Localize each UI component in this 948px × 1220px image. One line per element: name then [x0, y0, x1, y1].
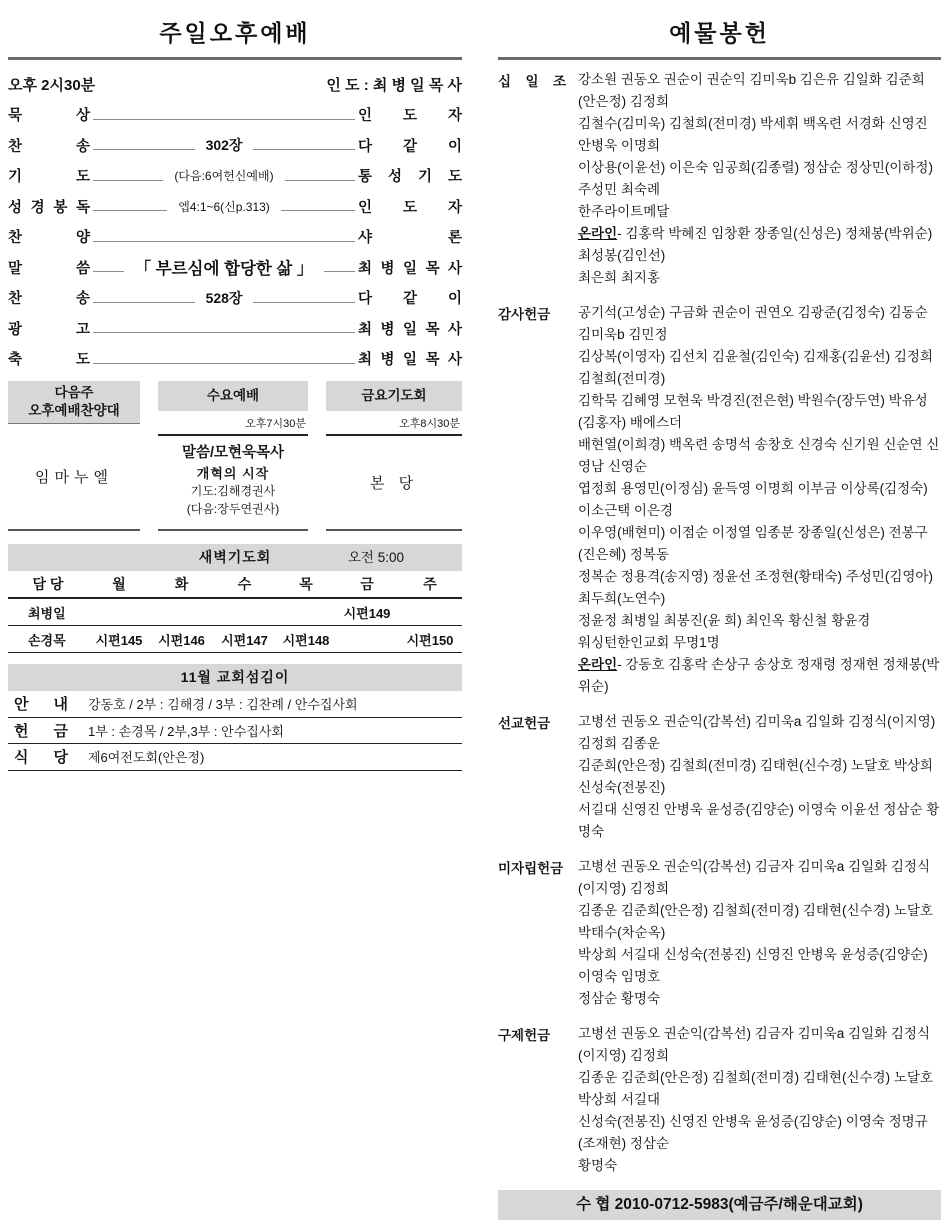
name-line: 김종운 김준희(안은정) 김철희(전미경) 김태현(신수경) 노달호 박상희 서길대 — [578, 1070, 933, 1107]
online-label: 온라인 — [578, 226, 618, 241]
name-lines — [578, 856, 941, 1010]
serving-people: 제6여전도회(안은정) — [88, 750, 205, 766]
name-line: 공기석(고성순) 구금화 권순이 권연오 김광준(김정숙) 김동순 김미욱b 김민정 — [578, 305, 928, 342]
name-line: 김준희(안은정) 김철희(전미경) 김태현(신수경) 노달호 박상희 신성숙(전봉진) — [578, 758, 933, 795]
leader-line — [93, 262, 124, 272]
item-person: 통 성 기 도 — [358, 169, 462, 186]
dawn-header-bar — [8, 544, 462, 571]
psalm-cell: 시편147 — [213, 626, 276, 653]
worship-order-panel — [8, 0, 462, 771]
wednesday-prayer: 기도:김해경권사 — [190, 484, 276, 498]
leader-line — [285, 171, 355, 181]
item-label: 광 고 — [8, 321, 90, 338]
friday-box-header: 금요기도회 — [326, 381, 462, 411]
item-label: 말 씀 — [8, 260, 90, 277]
service-item — [8, 161, 462, 192]
serving-row — [8, 718, 462, 745]
name-line: 정윤정 최병일 최봉진(윤 희) 최인옥 황신철 황윤경 — [578, 613, 871, 628]
offering-panel — [498, 0, 941, 1220]
dawn-table-header — [8, 571, 462, 599]
service-time: 오후 2시30분 — [8, 76, 96, 94]
friday-prayer-box — [326, 381, 462, 531]
item-detail: 엡4:1~6(신p.313) — [178, 199, 270, 214]
item-person: 인 도 자 — [358, 108, 462, 125]
dawn-table-row — [8, 626, 462, 653]
name-lines — [578, 711, 941, 843]
item-label: 성 경 봉 독 — [8, 199, 90, 216]
wednesday-box-header: 수요예배 — [158, 381, 308, 411]
leader-line — [253, 293, 355, 303]
section-label: 선교헌금 — [498, 716, 551, 731]
left-page-title: 주일오후예배 — [159, 21, 311, 46]
wednesday-sermon: 개혁의 시작 — [196, 466, 270, 481]
psalm-cell — [398, 599, 462, 626]
thanksgiving-section — [498, 302, 941, 698]
name-line: 황명숙 — [578, 1158, 618, 1173]
psalm-cell — [213, 599, 276, 626]
friday-location: 본 당 — [369, 475, 419, 492]
item-detail: (다음:6여헌신예배) — [174, 169, 274, 184]
name-line: 워싱턴한인교회 무명1명 — [578, 635, 720, 650]
section-label: 감사헌금 — [498, 307, 551, 322]
selfsupport-section — [498, 856, 941, 1010]
section-label: 미자립헌금 — [498, 861, 564, 876]
item-label: 찬 송 — [8, 291, 90, 308]
psalm-cell: 시편150 — [398, 626, 462, 653]
name-line: 신성숙(전봉진) 신영진 안병욱 윤성증(김양순) 이영숙 정명규(조재현) 정삼순 — [578, 1114, 928, 1151]
title-rule — [8, 57, 462, 60]
col-header: 화 — [150, 571, 213, 599]
name-line: 고병선 권동오 권순익(감복선) 김금자 김미욱a 김일화 김정식(이지영) 김정희 — [578, 1026, 930, 1063]
psalm-cell: 시편145 — [88, 626, 150, 653]
service-time-row — [8, 69, 462, 100]
item-label: 묵 상 — [8, 108, 90, 125]
serving-label: 안 내 — [14, 696, 68, 714]
name-line: 이우영(배현미) 이점순 이정열 임종분 장종일(신성은) 전봉구(진은혜) 정복동 — [578, 525, 928, 562]
item-person: 최 병 일 목 사 — [358, 352, 462, 369]
service-item — [8, 222, 462, 253]
tithe-section — [498, 69, 941, 289]
name-line: 정복순 정용격(송지영) 정윤선 조정현(황태숙) 주성민(김영아) 최두희(노연수) — [578, 569, 933, 606]
serving-people: 1부 : 손경목 / 2부,3부 : 안수집사회 — [88, 723, 284, 739]
wednesday-next: (다음:장두연권사) — [186, 501, 280, 516]
service-item — [8, 313, 462, 344]
serving-row — [8, 744, 462, 771]
item-detail: 528장 — [205, 289, 243, 306]
service-leader: 인 도 : 최 병 일 목 사 — [326, 76, 462, 94]
col-header: 목 — [276, 571, 336, 599]
psalm-cell — [336, 626, 398, 653]
name-line: 김철수(김미욱) 김철희(전미경) 박세휘 백옥련 서경화 신영진 안병욱 이명희 — [578, 116, 928, 153]
choir-box-header — [8, 381, 140, 424]
col-header: 월 — [88, 571, 150, 599]
service-item — [8, 283, 462, 314]
col-header: 금 — [336, 571, 398, 599]
order-of-worship — [8, 69, 462, 374]
item-label: 찬 송 — [8, 138, 90, 155]
dawn-time: 오전 5:00 — [347, 550, 404, 565]
sermon-title: 「 부르심에 합당한 삶 」 — [134, 260, 314, 279]
serving-label: 식 당 — [14, 749, 68, 767]
choir-header-line1: 다음주 — [54, 384, 94, 400]
offering-sections — [498, 69, 941, 1177]
name-line: 김학묵 김혜영 모현욱 박경진(전은현) 박원수(장두연) 박유성(김홍자) 배에스더 — [578, 393, 928, 430]
item-person: 다 같 이 — [358, 138, 463, 155]
service-item — [8, 130, 462, 161]
service-item — [8, 191, 462, 222]
item-person: 최 병 일 목 사 — [358, 260, 463, 277]
col-header: 주 — [398, 571, 462, 599]
right-page-title: 예물봉헌 — [669, 21, 770, 46]
leader-line — [93, 354, 355, 364]
name-line: 온라인- 강동호 김홍락 손상구 송상호 정재령 정재현 정채봉(박위순) — [578, 657, 940, 694]
section-label: 구제헌금 — [498, 1028, 551, 1043]
wednesday-details — [158, 436, 308, 529]
name-line: 온라인- 김홍락 박혜진 임창환 장종일(신성은) 정채봉(박위순) 최성봉(김인선) — [578, 226, 933, 263]
col-header: 수 — [213, 571, 276, 599]
choir-header-line2: 오후예배찬양대 — [28, 403, 120, 418]
name-line: 이상용(이윤선) 이은숙 임공희(김종렬) 정삼순 정상민(이하정) 주성민 최숙례 — [578, 160, 933, 197]
name-line: 최은희 최지홍 — [578, 270, 660, 285]
online-label: 온라인 — [578, 657, 618, 672]
name-line: 김종운 김준희(안은정) 김철희(전미경) 김태현(신수경) 노달호 박태수(차순옥) — [578, 903, 933, 940]
psalm-cell: 시편148 — [276, 626, 336, 653]
next-week-choir-box — [8, 381, 140, 531]
wednesday-time: 오후7시30분 — [158, 411, 308, 436]
name-line: 박상희 서길대 신성숙(전봉진) 신영진 안병욱 윤성증(김양순) 이영숙 임명호 — [578, 947, 928, 984]
item-person: 다 같 이 — [358, 291, 463, 308]
service-item-sermon — [8, 252, 462, 283]
item-person: 샤 론 — [358, 230, 462, 247]
name-lines — [578, 69, 941, 289]
leader-line — [93, 171, 163, 181]
psalm-cell: 시편149 — [336, 599, 398, 626]
dawn-table-row — [8, 599, 462, 626]
service-item — [8, 100, 462, 131]
leader-name: 손경목 — [8, 626, 88, 653]
leader-line — [93, 110, 355, 120]
dawn-prayer-section — [8, 544, 462, 653]
name-lines — [578, 1023, 941, 1177]
leader-name: 최병일 — [8, 599, 88, 626]
serving-row — [8, 691, 462, 718]
name-line: 엽정희 용영민(이정심) 윤득영 이명희 이부금 이상록(김정숙) 이소근택 이은경 — [578, 481, 928, 518]
name-line: 정삼순 황명숙 — [578, 991, 660, 1006]
leader-line — [324, 262, 355, 272]
dawn-title: 새벽기도회 — [198, 549, 272, 565]
info-boxes — [8, 381, 462, 531]
serving-label: 헌 금 — [14, 722, 68, 740]
name-line: 고병선 권동오 권순익(감복선) 김미욱a 김일화 김정식(이지영) 김정희 김종운 — [578, 714, 936, 751]
leader-line — [93, 323, 355, 333]
choir-name: 임마누엘 — [35, 469, 113, 486]
section-label: 십 일 조 — [498, 74, 566, 89]
wednesday-preacher: 말씀/모현욱목사 — [181, 445, 285, 461]
psalm-cell — [276, 599, 336, 626]
leader-line — [93, 293, 195, 303]
item-label: 기 도 — [8, 169, 90, 186]
item-label: 축 도 — [8, 352, 90, 369]
service-item — [8, 344, 462, 375]
monthly-serving-section — [8, 664, 462, 771]
name-line: 서길대 신영진 안병욱 윤성증(김양순) 이영숙 이윤선 정삼순 황명숙 — [578, 802, 940, 839]
friday-time: 오후8시30분 — [326, 411, 462, 436]
name-lines — [578, 302, 941, 698]
psalm-cell: 시편146 — [150, 626, 213, 653]
leader-line — [281, 201, 355, 211]
item-person: 최 병 일 목 사 — [358, 321, 462, 338]
name-line: 배현열(이희경) 백옥련 송명석 송창호 신경숙 신기원 신순연 신영남 신영순 — [578, 437, 940, 474]
wednesday-service-box — [158, 381, 308, 531]
item-detail: 302장 — [205, 137, 243, 154]
name-line: 강소원 권동오 권순이 권순익 김미욱b 김은유 김일화 김준희(안은정) 김정희 — [578, 72, 925, 109]
name-line: 한주라이트메달 — [578, 204, 670, 219]
leader-line — [93, 201, 167, 211]
leader-line — [253, 140, 355, 150]
bank-account-bar: 수 협 2010-0712-5983(예금주/해운대교회) — [498, 1190, 941, 1220]
serving-header-bar: 11월 교회섬김이 — [8, 664, 462, 691]
col-header: 담 당 — [8, 571, 88, 599]
leader-line — [93, 140, 195, 150]
psalm-cell — [88, 599, 150, 626]
mission-section — [498, 711, 941, 843]
serving-people: 강동호 / 2부 : 김해경 / 3부 : 김찬례 / 안수집사회 — [88, 697, 358, 713]
psalm-cell — [150, 599, 213, 626]
relief-section — [498, 1023, 941, 1177]
leader-line — [93, 232, 355, 242]
name-line: 고병선 권동오 권순익(감복선) 김금자 김미욱a 김일화 김정식(이지영) 김정희 — [578, 859, 930, 896]
item-label: 찬 양 — [8, 230, 90, 247]
item-person: 인 도 자 — [358, 199, 463, 216]
title-rule — [498, 57, 941, 60]
name-line: 김상복(이영자) 김선치 김윤철(김인숙) 김재홍(김윤선) 김정희 김철희(전미경) — [578, 349, 933, 386]
